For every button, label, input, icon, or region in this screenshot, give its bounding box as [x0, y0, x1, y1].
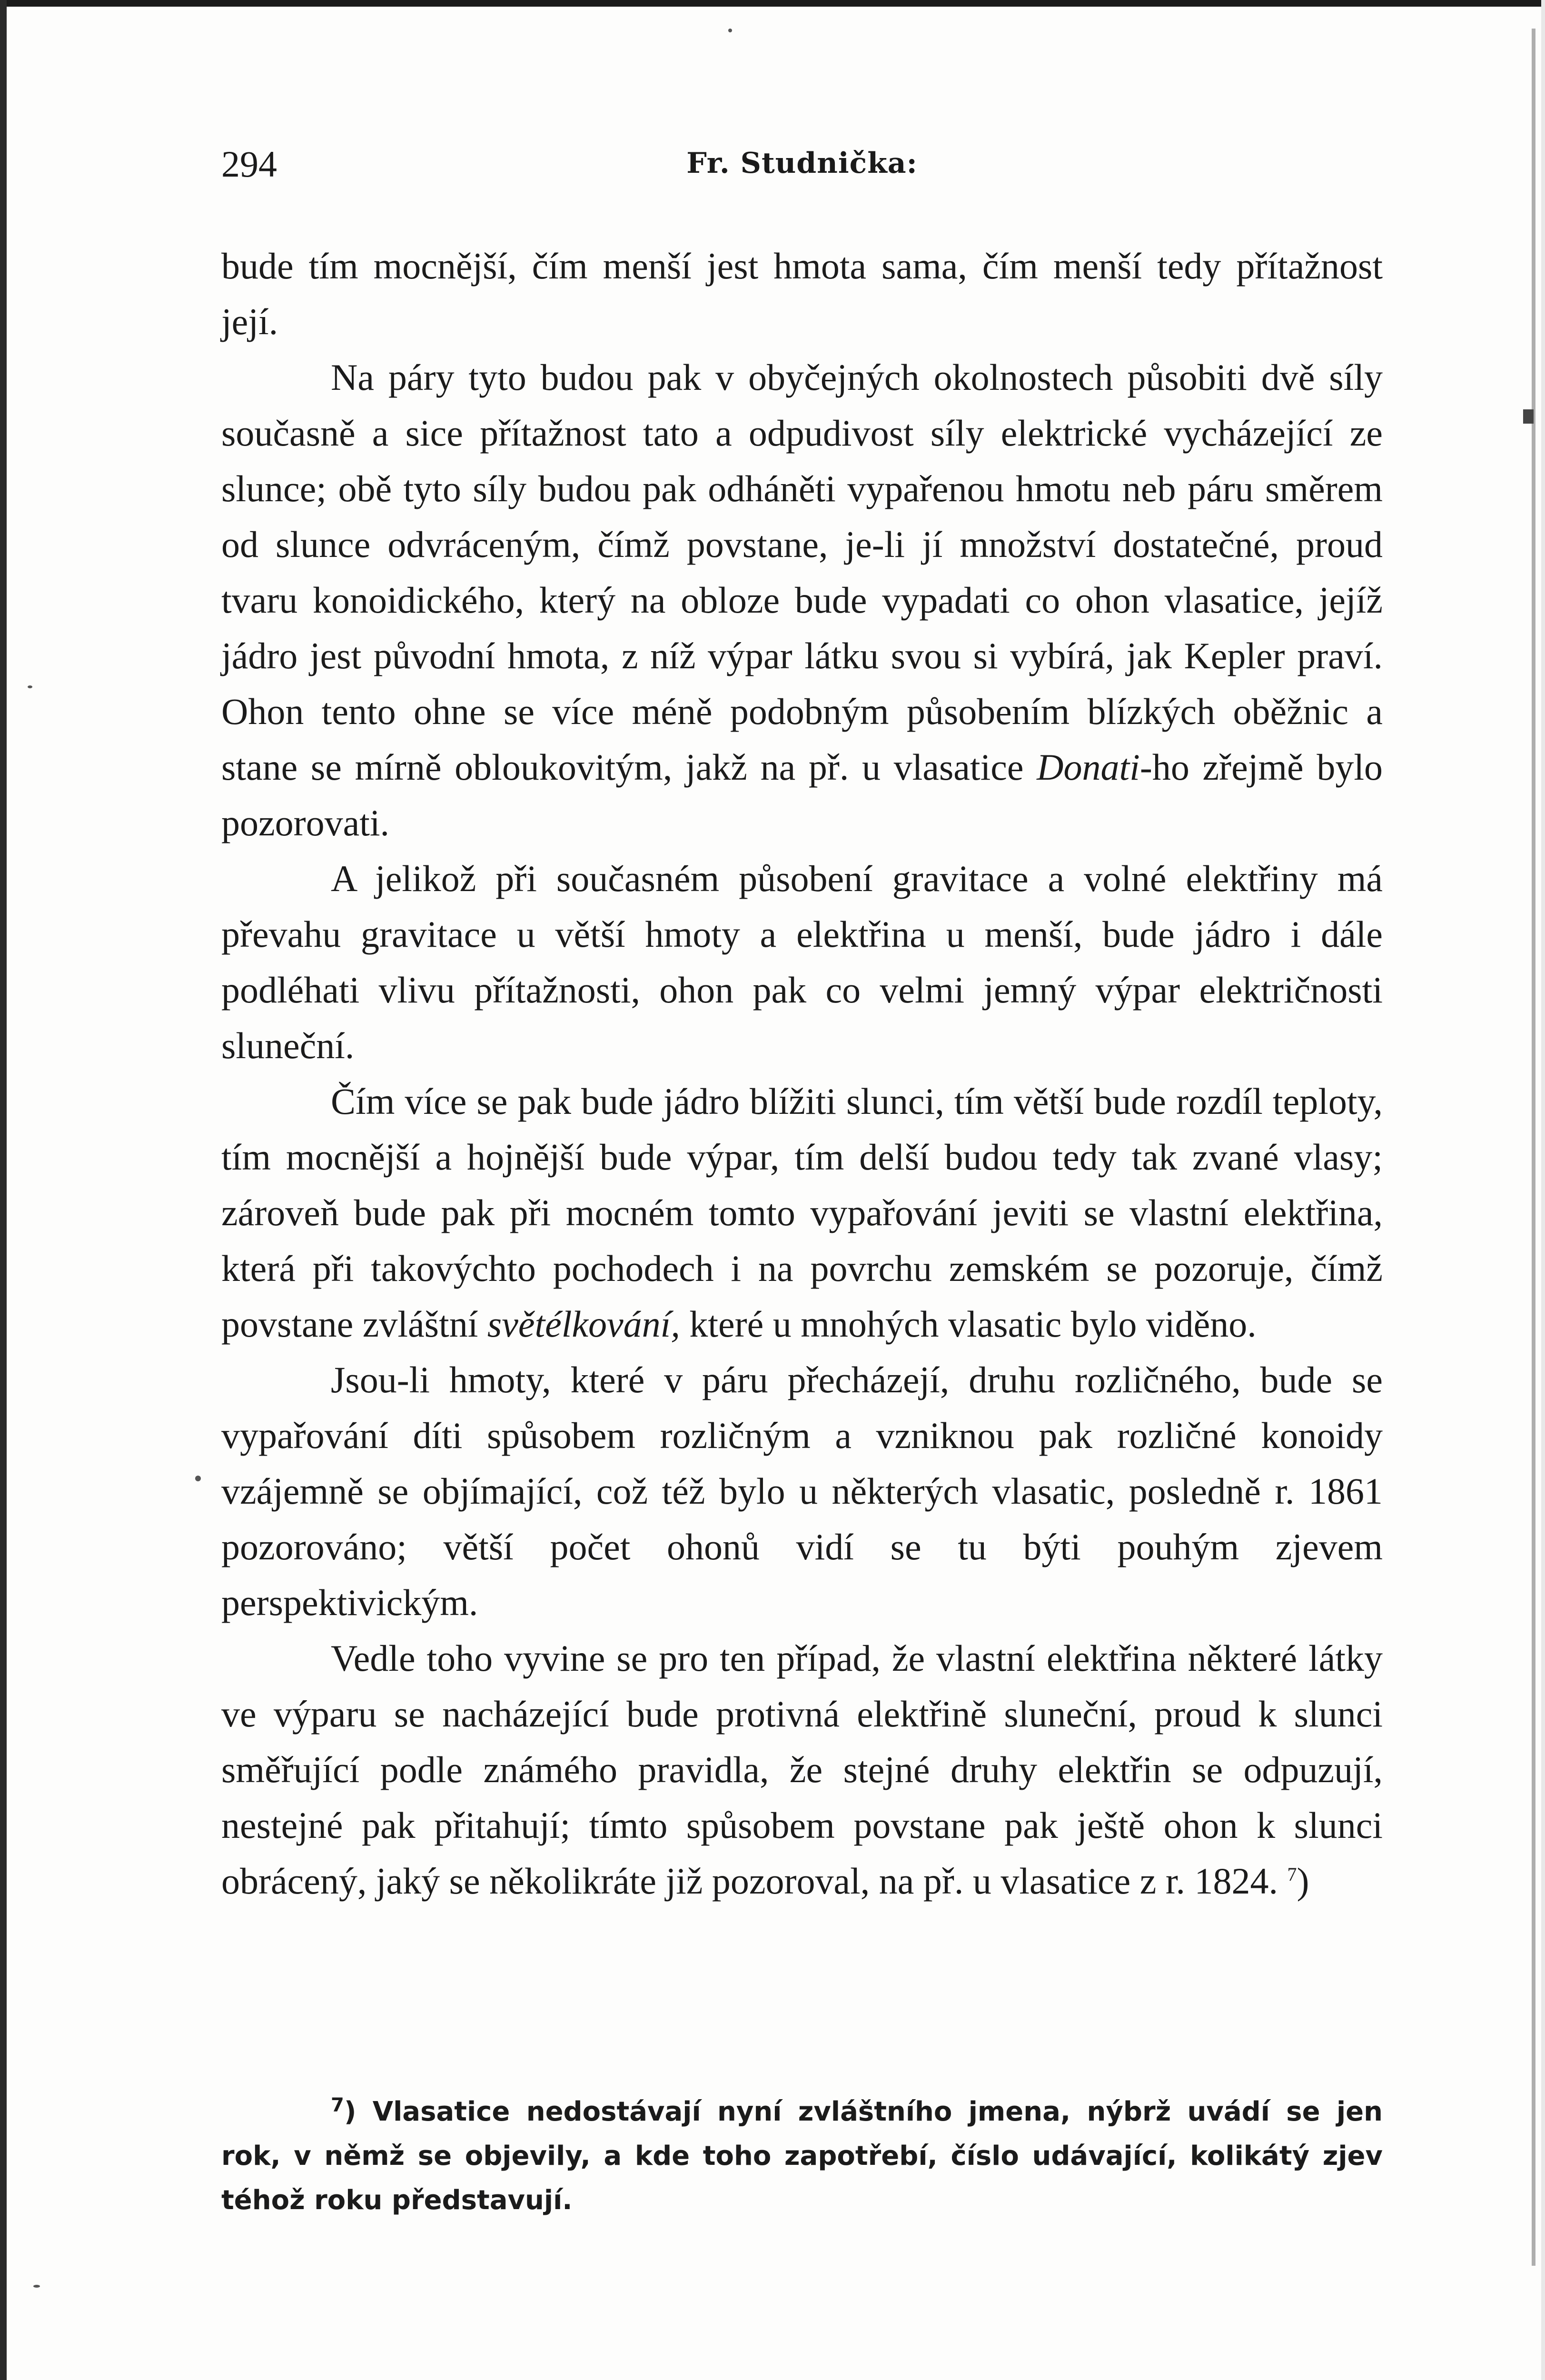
scan-speck — [728, 29, 732, 32]
footnote — [221, 2090, 1383, 2222]
footnote-text — [221, 2090, 1383, 2222]
paragraph-text: Vedle toho vyvine se pro ten případ, že vlastní elektřina některé látky ve výparu se nacházející bude protivná elektřině sluneční, proud k slunci směřující podle známého pravidla, že stejné druhy elektřin se odpuzují, nestejné pak přitahují; tímto spůsobem povstane pak ještě ohon k slunci obrácený, jaký se několikráte již pozoroval, na př. u vlasatice z r. 1824. — [221, 1637, 1383, 1902]
italic-name: Donati — [1037, 746, 1140, 788]
paragraph — [221, 1630, 1383, 1909]
paragraph-text: ) — [1297, 1860, 1309, 1902]
paragraph-text: bude tím mocnější, čím menší jest hmota sama, čím menší tedy přítažnost její. — [221, 245, 1383, 342]
paragraph — [221, 851, 1383, 1073]
scan-speck — [28, 685, 32, 688]
paragraph-text: Čím více se pak bude jádro blížiti slunci, tím větší bude rozdíl teploty, tím mocnější a hojnější bude výpar, tím delší budou tedy tak zvané vlasy; zároveň bude pak při mocném tomto vypařování jeviti se vlastní elektřina, která při takovýchto pochodech i na povrchu zemském se pozoruje, čímž povstane zvláštní — [221, 1081, 1383, 1345]
paragraph — [221, 1352, 1383, 1630]
paragraph-text: -ho zřejmě bylo pozorovati. — [221, 746, 1383, 843]
paragraph — [221, 1073, 1383, 1352]
paragraph-text: Jsou-li hmoty, které v páru přecházejí, druhu rozličného, bude se vypařování díti spůsobem rozličným a vzniknou pak rozličné konoidy vzájemně se objímající, což též bylo u některých vlasatic, posledně r. 1861 pozorováno; větší počet ohonů vidí se tu býti pouhým zjevem perspektivickým. — [221, 1359, 1383, 1623]
running-head: Fr. Studnička: — [686, 147, 918, 180]
paragraph — [221, 349, 1383, 851]
page-header — [221, 143, 1383, 205]
binding-mark — [1523, 409, 1534, 424]
paragraph-text: které u mnohých vlasatic bylo viděno. — [680, 1303, 1257, 1345]
footnote-mark-paren: ) — [344, 2096, 357, 2127]
scan-speck — [195, 1476, 201, 1481]
binding-shadow — [1532, 29, 1535, 2266]
paragraph — [221, 238, 1383, 349]
italic-term: světélkování, — [487, 1303, 680, 1345]
page-number: 294 — [221, 143, 277, 185]
scan-edge-left — [0, 0, 7, 2380]
footnote-mark: 7 — [331, 2094, 344, 2116]
scan-edge-top — [0, 0, 1545, 7]
footnote-body: Vlasatice nedostávají nyní zvláštního jmena, nýbrž uvádí se jen rok, v němž se objevily, a kde toho zapotřebí, číslo udávající, kolikátý zjev téhož roku představují. — [221, 2096, 1383, 2216]
body-text — [221, 238, 1383, 1909]
scan-edge-right — [1541, 0, 1545, 2380]
paragraph-text: Na páry tyto budou pak v obyčejných okolnostech působiti dvě síly současně a sice přítažnost tato a odpudivost síly elektrické vycházející ze slunce; obě tyto síly budou pak odháněti vypařenou hmotu neb páru směrem od slunce odvráceným, čímž povstane, je-li jí množství dostatečné, proud tvaru konoidického, který na obloze bude vypadati co ohon vlasatice, jejíž jádro jest původní hmota, z níž výpar látku svou si vybírá, jak Kepler praví. Ohon tento ohne se více méně podobným působením blízkých oběžnic a stane se mírně obloukovitým, jakž na př. u vlasatice — [221, 357, 1383, 788]
footnote-reference: 7 — [1287, 1864, 1297, 1885]
paragraph-text: A jelikož při současném působení gravitace a volné elektřiny má převahu gravitace u větší hmoty a elektřina u menší, bude jádro i dále podléhati vlivu přítažnosti, ohon pak co velmi jemný výpar električnosti sluneční. — [221, 858, 1383, 1066]
scan-speck — [33, 2285, 40, 2288]
